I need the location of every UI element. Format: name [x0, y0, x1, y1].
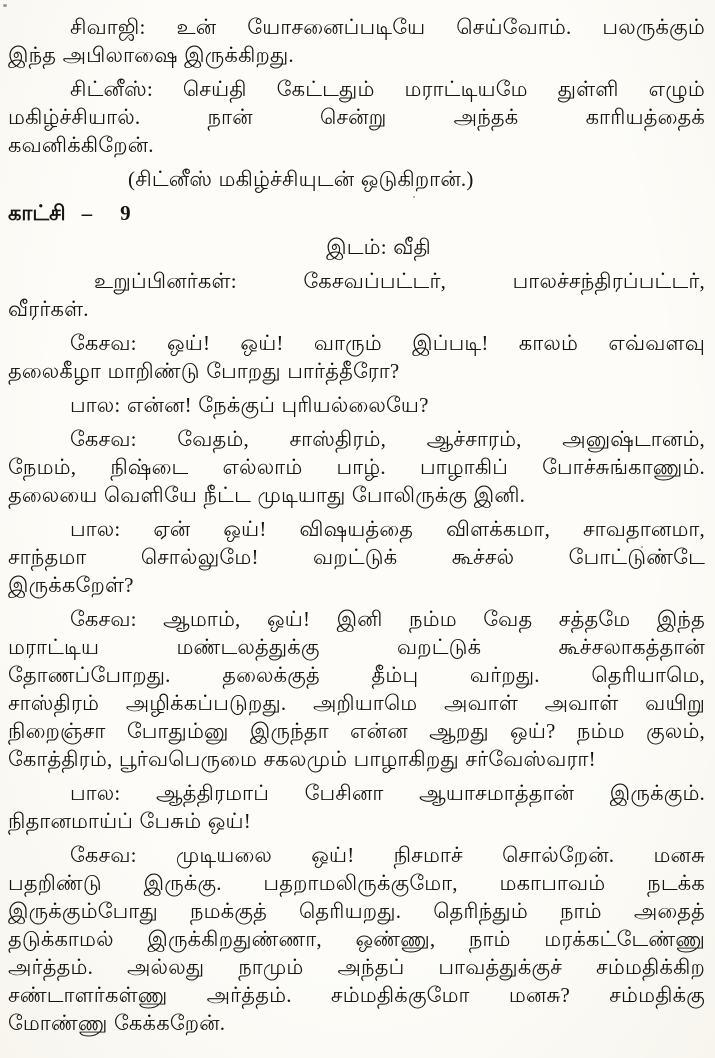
scene-heading	[8, 199, 705, 227]
text-line: சண்டாளர்கள்ணு அர்த்தம். சம்மதிக்குமோ மனசு? சம்மதிக்கு	[8, 983, 705, 1007]
text-line: கேசவ: ஒய்! ஒய்! வாரும் இப்படி! காலம் எவ்வளவு	[70, 331, 705, 355]
text-line: கவனிக்கிறேன்.	[8, 133, 154, 157]
text-line: தோணப்போறது. தலைக்குத் தீம்பு வர்றது. தெரியாமெ,	[8, 663, 705, 687]
scene-heading-number: 9	[120, 201, 131, 225]
text-line: சாஸ்திரம் அழிக்கப்படுறது. அறியாமெ அவாள் அவாள் வயிறு	[8, 691, 705, 715]
scan-speck	[413, 196, 415, 198]
dialogue-paragraph	[8, 75, 705, 159]
cast-list	[8, 267, 705, 323]
dialogue-paragraph	[8, 425, 705, 509]
text-line: தலைகீழா மாறிண்டு போறது பார்த்தீரோ?	[8, 359, 400, 383]
dialogue-paragraph	[8, 391, 705, 419]
scene-location-line: இடம்: வீதி	[326, 235, 431, 259]
text-line: மகிழ்ச்சியால். நான் சென்று அந்தக் காரியத்தைக்	[8, 105, 705, 129]
dialogue-paragraph	[8, 841, 705, 1037]
text-line: கோத்திரம், பூர்வபெருமை சகலமும் பாழாகிறது சர்வேஸ்வரா!	[8, 747, 596, 771]
text-line: கேசவ: ஆமாம், ஒய்! இனி நம்ம வேத சத்தமே இந்த	[70, 607, 705, 631]
text-line: சிட்னீஸ்: செய்தி கேட்டதும் மராட்டியமே துள்ளி எழும்	[70, 77, 705, 101]
text-line: பதறிண்டு இருக்கு. பதறாமலிருக்குமோ, மகாபாவம் நடக்க	[8, 871, 705, 895]
stage-direction-line: (சிட்னீஸ் மகிழ்ச்சியுடன் ஒடுகிறான்.)	[128, 167, 474, 191]
text-line: தலையை வெளியே நீட்ட முடியாது போலிருக்கு இனி.	[8, 483, 526, 507]
text-line: மோண்ணு கேக்கறேன்.	[8, 1011, 226, 1035]
text-line: இந்த அபிலாஷை இருக்கிறது.	[8, 43, 294, 67]
text-line: சிவாஜி: உன் யோசனைப்படியே செய்வோம். பலருக்கும்	[70, 15, 705, 39]
stage-direction	[8, 165, 705, 193]
text-line: இருக்கறேள்?	[8, 573, 134, 597]
text-column	[8, 13, 705, 1037]
dialogue-paragraph	[8, 13, 705, 69]
text-line: கேசவ: முடியலை ஒய்! நிசமாச் சொல்றேன். மனசு	[70, 843, 705, 867]
text-line: இருக்கும்போது நமக்குத் தெரியறது. தெரிந்தும் நாம் அதைத்	[8, 899, 705, 923]
text-line: தடுக்காமல் இருக்கிறதுண்ணா, ஒண்ணு, நாம் மரக்கட்டேண்ணு	[8, 927, 705, 951]
scene-heading-label: காட்சி	[8, 201, 66, 225]
scan-speck	[3, 4, 7, 7]
text-line: வீரர்கள்.	[8, 297, 89, 321]
text-line: உறுப்பினர்கள்: கேசவப்பட்டர், பாலச்சந்திரப்பட்டர்,	[94, 269, 705, 293]
text-line: நேமம், நிஷ்டை எல்லாம் பாழ். பாழாகிப் போச்சுங்காணும்.	[8, 455, 705, 479]
scene-location	[8, 233, 705, 261]
dialogue-paragraph	[8, 779, 705, 835]
dialogue-paragraph	[8, 329, 705, 385]
text-line: பால: ஆத்திரமாப் பேசினா ஆயாசமாத்தான் இருக்கும்.	[70, 781, 705, 805]
dialogue-paragraph	[8, 605, 705, 773]
text-line: மராட்டிய மண்டலத்துக்கு வறட்டுக் கூச்சலாகத்தான்	[8, 635, 705, 659]
text-line: நிதானமாய்ப் பேசும் ஒய்!	[8, 809, 251, 833]
text-line: கேசவ: வேதம், சாஸ்திரம், ஆச்சாரம், அனுஷ்டானம்,	[70, 427, 705, 451]
dialogue-paragraph	[8, 515, 705, 599]
text-line: சாந்தமா சொல்லுமே! வறட்டுக் கூச்சல் போட்டுண்டே	[8, 545, 705, 569]
text-line: பால: ஏன் ஒய்! விஷயத்தை விளக்கமா, சாவதானமா,	[70, 517, 705, 541]
text-line: அர்த்தம். அல்லது நாமும் அந்தப் பாவத்துக்குச் சம்மதிக்கிற	[8, 955, 705, 979]
scan-speck	[641, 546, 643, 548]
scene-heading-dash: –	[81, 201, 93, 225]
text-line: நிறைஞ்சா போதும்னு இருந்தா என்ன ஆறது ஒய்? நம்ம குலம்,	[8, 719, 705, 743]
text-line: பால: என்ன! நேக்குப் புரியல்லையே?	[70, 393, 429, 417]
